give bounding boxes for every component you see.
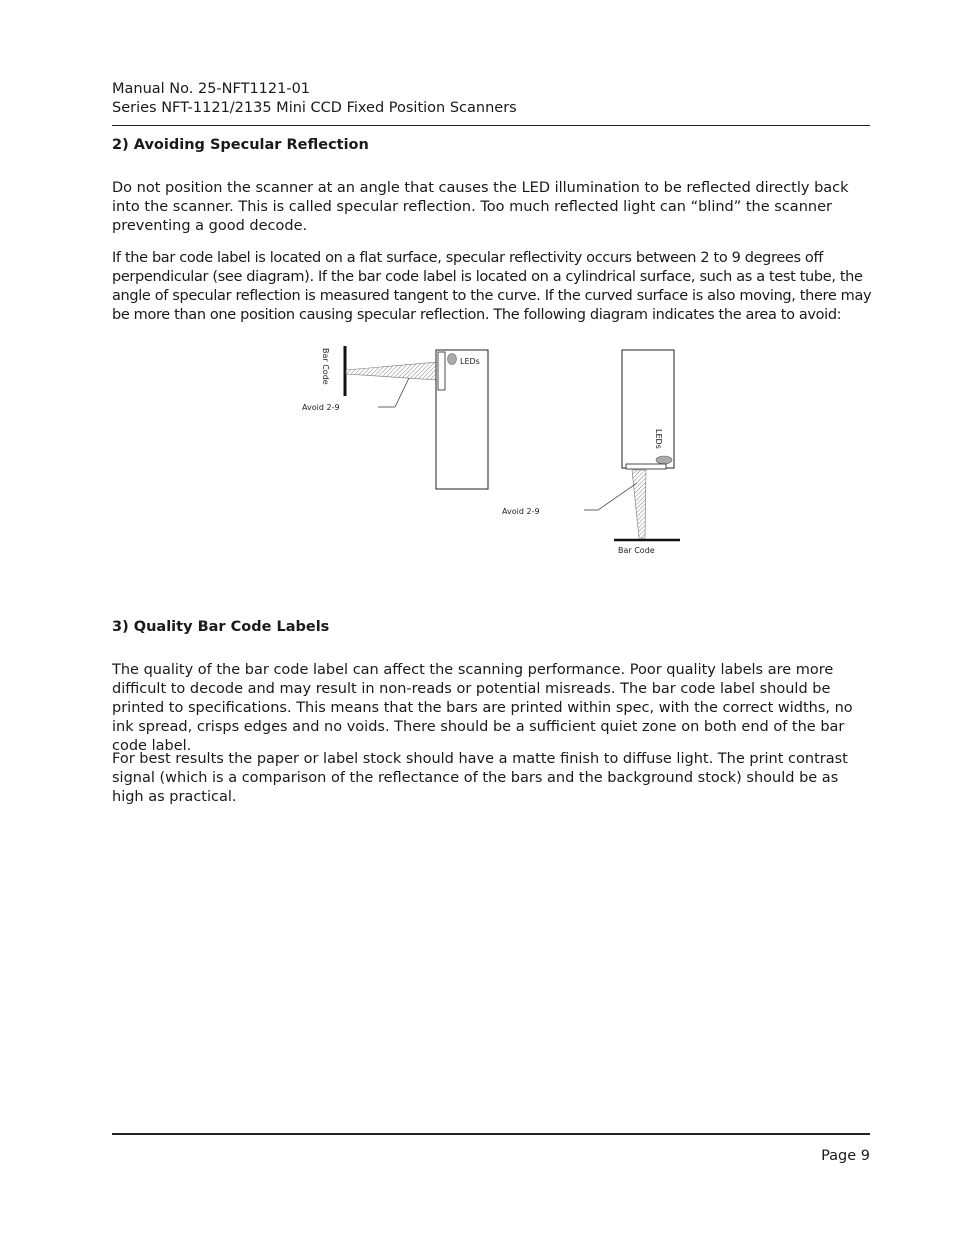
header-divider [112, 125, 870, 126]
left-avoid-label: Avoid 2-9 [302, 403, 340, 412]
section-3-heading: 3) Quality Bar Code Labels [112, 619, 330, 635]
right-reflection-zone [632, 470, 646, 538]
page-header [112, 80, 870, 118]
section-2-paragraph-2: If the bar code label is located on a flat surface, specular reflectivity occurs between 2 to 9 degrees off perpendicular (see diagram). If the bar code label is located on a cylindrical surface, such as a test tube, the angle of specular reflection is measured tangent to the curve. If the curved surface is also moving, there may be more than one position causing specular reflection. The following diagram indicates the area to avoid: [112, 250, 872, 323]
left-avoid-leader-line [378, 378, 409, 407]
footer-divider [112, 1133, 870, 1135]
right-avoid-leader-line [584, 483, 637, 510]
section-2-heading: 2) Avoiding Specular Reflection [112, 137, 369, 153]
led-icon [656, 456, 672, 464]
series-title: Series NFT-1121/2135 Mini CCD Fixed Position Scanners [112, 100, 517, 116]
manual-number: Manual No. 25-NFT1121-01 [112, 81, 311, 97]
right-scanner-diagram [502, 350, 680, 555]
section-3-paragraph-1: The quality of the bar code label can affect the scanning performance. Poor quality labels are more difficult to decode and may result in non-reads or potential misreads. The bar code label should be printed to specifications. This means that the bars are printed within spec, with the correct widths, no ink spread, crisps edges and no voids. There should be a sufficient quiet zone on both end of the bar code label. [112, 662, 853, 754]
left-leds-label: LEDs [460, 357, 480, 366]
right-scanner-body [622, 350, 674, 468]
specular-reflection-diagram [0, 330, 954, 570]
right-avoid-label: Avoid 2-9 [502, 507, 540, 516]
led-icon [448, 354, 457, 365]
section-3-paragraph-2: For best results the paper or label stock should have a matte finish to diffuse light. The print contrast signal (which is a comparison of the reflectance of the bars and the background stock) should be as high as practical. [112, 751, 848, 805]
left-reflection-zone [346, 362, 438, 380]
right-leds-label: LEDs [654, 429, 663, 449]
right-barcode-label: Bar Code [618, 546, 655, 555]
left-scanner-diagram [302, 346, 488, 489]
left-barcode-label: Bar Code [321, 348, 330, 385]
left-scanner-window [438, 352, 445, 390]
page-number: Page 9 [821, 1148, 870, 1164]
right-scanner-window [626, 464, 666, 469]
section-2-paragraph-1: Do not position the scanner at an angle that causes the LED illumination to be reflected directly back into the scanner. This is called specular reflection. Too much reflected light can “blind” the scanner preventing a good decode. [112, 180, 849, 234]
